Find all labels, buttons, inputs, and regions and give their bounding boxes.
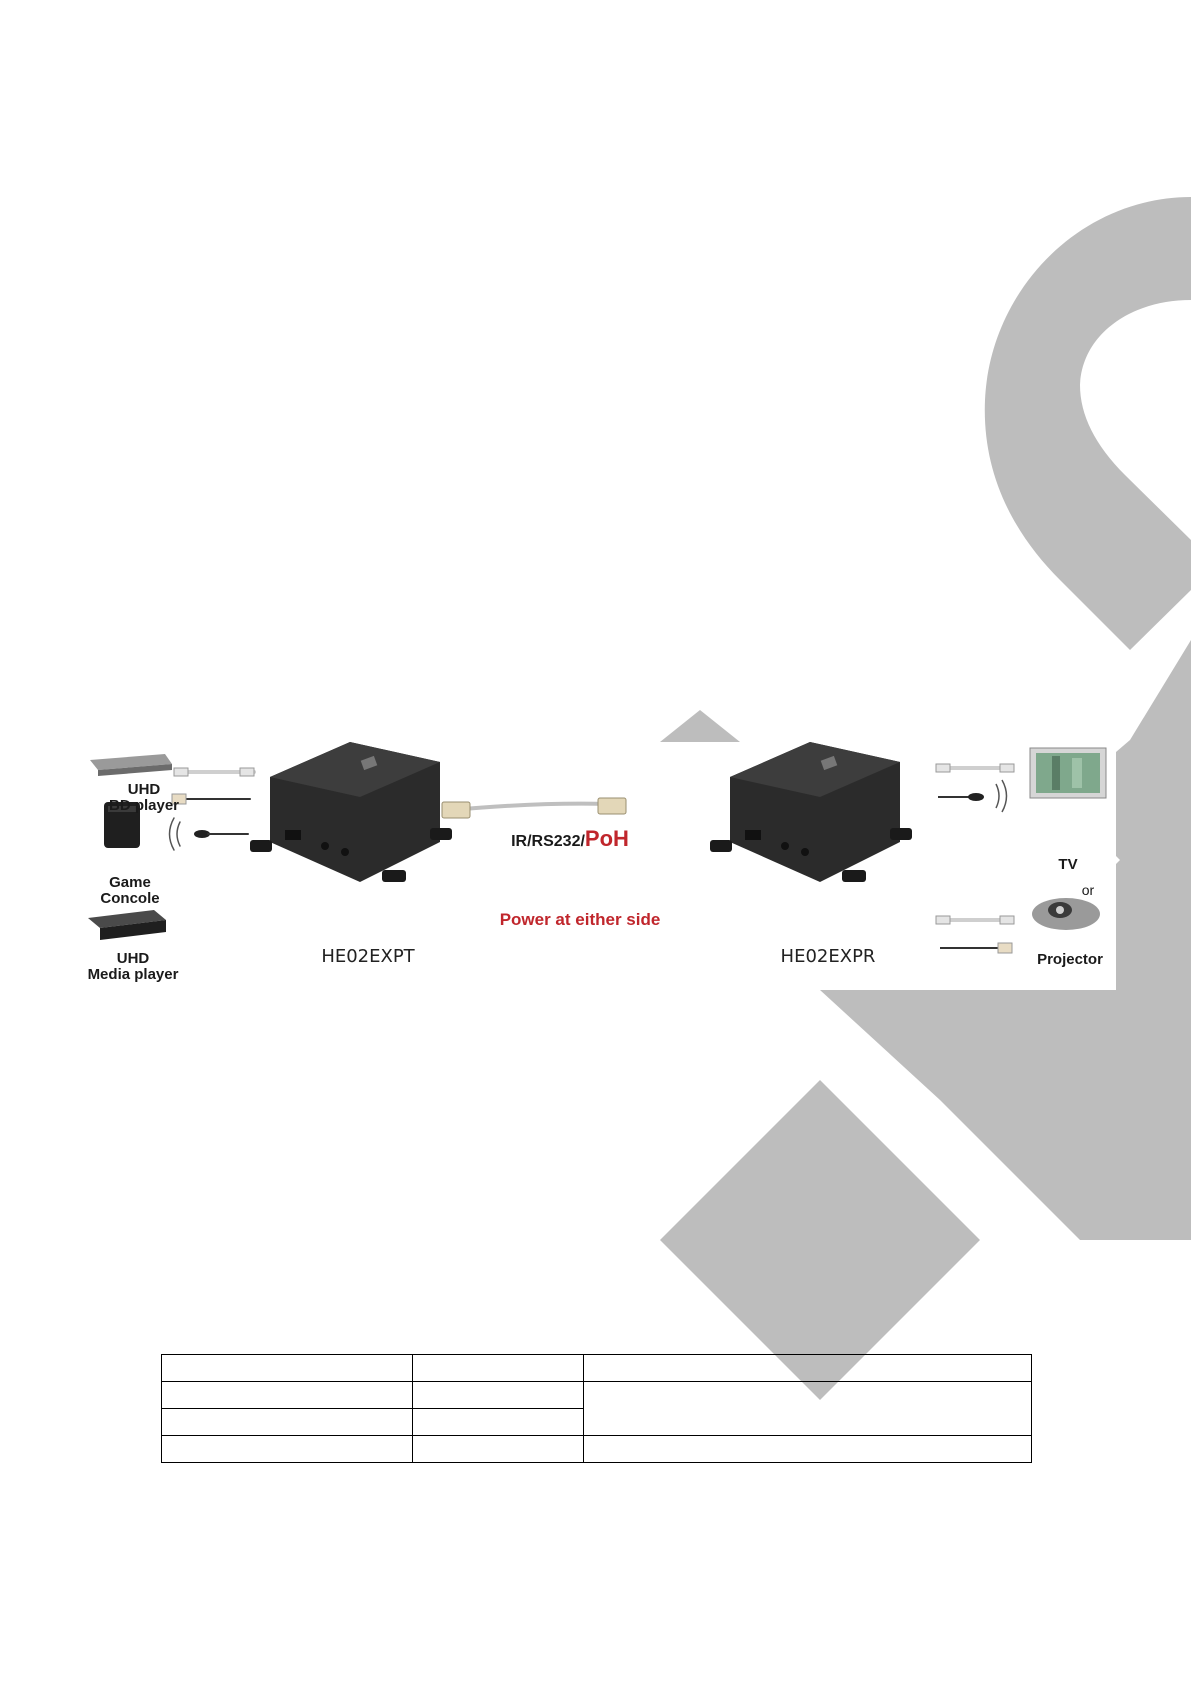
bd-player-icon	[90, 754, 172, 776]
source-label-game-console	[70, 875, 190, 907]
transmitter-device	[250, 742, 452, 882]
table-cell	[413, 1382, 584, 1409]
table-cell	[413, 1409, 584, 1436]
cable-label-power: Power at either side	[499, 910, 661, 929]
or-label: or	[1081, 882, 1095, 898]
cable-label	[480, 826, 660, 852]
table-cell	[584, 1355, 1032, 1382]
table-cell	[162, 1355, 413, 1382]
connection-diagram	[70, 742, 1116, 990]
display-label-projector: Projector	[1037, 951, 1103, 968]
table-cell	[162, 1382, 413, 1409]
projector-icon	[1032, 898, 1100, 930]
source-label-line: UHD	[127, 781, 161, 798]
source-label-bd-player	[84, 782, 204, 814]
table-row	[162, 1355, 1032, 1382]
source-label-line: UHD	[116, 950, 150, 967]
table-cell	[584, 1436, 1032, 1463]
table-cell	[162, 1436, 413, 1463]
table-row	[162, 1382, 1032, 1409]
source-label-line: BD player	[108, 797, 180, 814]
table-cell	[162, 1409, 413, 1436]
table-cell	[584, 1382, 1032, 1436]
media-player-icon	[88, 910, 166, 940]
transmitter-model-label: HE02EXPT	[321, 946, 415, 967]
diagram-graphics	[70, 742, 1116, 990]
tv-icon	[1030, 748, 1106, 798]
cat-cable	[442, 798, 626, 818]
display-label-tv: TV	[1058, 856, 1078, 873]
cable-label-prefix: IR/RS232/	[511, 833, 585, 850]
source-label-line: Game	[109, 874, 151, 891]
spec-table	[161, 1354, 1032, 1463]
display-cables	[936, 764, 1014, 953]
table-row	[162, 1436, 1032, 1463]
table-cell	[413, 1355, 584, 1382]
cable-label-poh: PoH	[584, 826, 629, 851]
receiver-device	[710, 742, 912, 882]
receiver-model-label: HE02EXPR	[780, 946, 876, 967]
source-label-line: Media player	[87, 966, 179, 983]
source-label-line: Concole	[100, 890, 160, 907]
table-cell	[413, 1436, 584, 1463]
source-label-media-player	[68, 951, 198, 983]
